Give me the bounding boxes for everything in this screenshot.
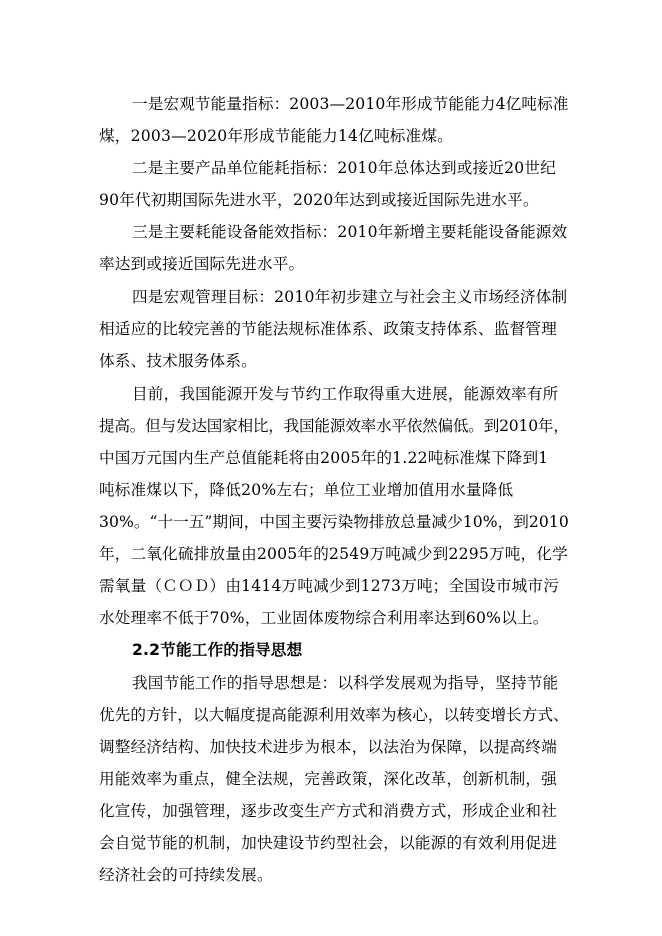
text-line: 30%。“十一五”期间，中国主要污染物排放总量减少10%，到2010 — [99, 513, 569, 531]
text-line: 优先的方针，以大幅度提高能源利用效率为核心，以转变增长方式、 — [99, 706, 569, 724]
text-line: 化宣传，加强管理，逐步改变生产方式和消费方式，形成企业和社 — [99, 802, 558, 820]
text-line: 煤，2003—2020年形成节能能力14亿吨标准煤。 — [99, 127, 453, 145]
text-line: 二是主要产品单位能耗指标：2010年总体达到或接近20世纪 — [132, 159, 556, 177]
text-line: 90年代初期国际先进水平，2020年达到或接近国际先进水平。 — [99, 191, 539, 209]
text-line: 相适应的比较完善的节能法规标准体系、政策支持体系、监督管理 — [99, 320, 558, 338]
text-line: 一是宏观节能量指标：2003—2010年形成节能能力4亿吨标准 — [132, 95, 569, 113]
text-line: 吨标准煤以下，降低20%左右；单位工业增加值用水量降低 — [99, 481, 514, 499]
text-line: 率达到或接近国际先进水平。 — [99, 255, 305, 273]
section-heading: 2.2节能工作的指导思想 — [132, 641, 303, 659]
text-line: 中国万元国内生产总值能耗将由2005年的1.22吨标准煤下降到1 — [99, 449, 549, 467]
text-line: 会自觉节能的机制，加快建设节约型社会，以能源的有效利用促进 — [99, 834, 558, 852]
text-line: 用能效率为重点，健全法规，完善政策，深化改革，创新机制，强 — [99, 770, 558, 788]
text-line: 我国节能工作的指导思想是：以科学发展观为指导，坚持节能 — [132, 674, 559, 692]
text-line: 水处理率不低于70%，工业固体废物综合利用率达到60%以上。 — [99, 609, 549, 627]
text-line: 目前，我国能源开发与节约工作取得重大进展，能源效率有所 — [132, 385, 559, 403]
text-line: 体系、技术服务体系。 — [99, 352, 257, 370]
text-line: 需氧量（ＣＯＤ）由1414万吨减少到1273万吨；全国设市城市污 — [99, 577, 560, 595]
text-line: 调整经济结构、加快技术进步为根本，以法治为保障，以提高终端 — [99, 738, 558, 756]
text-line: 年，二氧化硫排放量由2005年的2549万吨减少到2295万吨，化学 — [99, 545, 568, 563]
text-line: 三是主要耗能设备能效指标：2010年新增主要耗能设备能源效 — [132, 223, 568, 241]
text-line: 经济社会的可持续发展。 — [99, 866, 273, 884]
text-line: 四是宏观管理目标：2010年初步建立与社会主义市场经济体制 — [132, 288, 568, 306]
text-line: 提高。但与发达国家相比，我国能源效率水平依然偏低。到2010年， — [99, 417, 569, 435]
